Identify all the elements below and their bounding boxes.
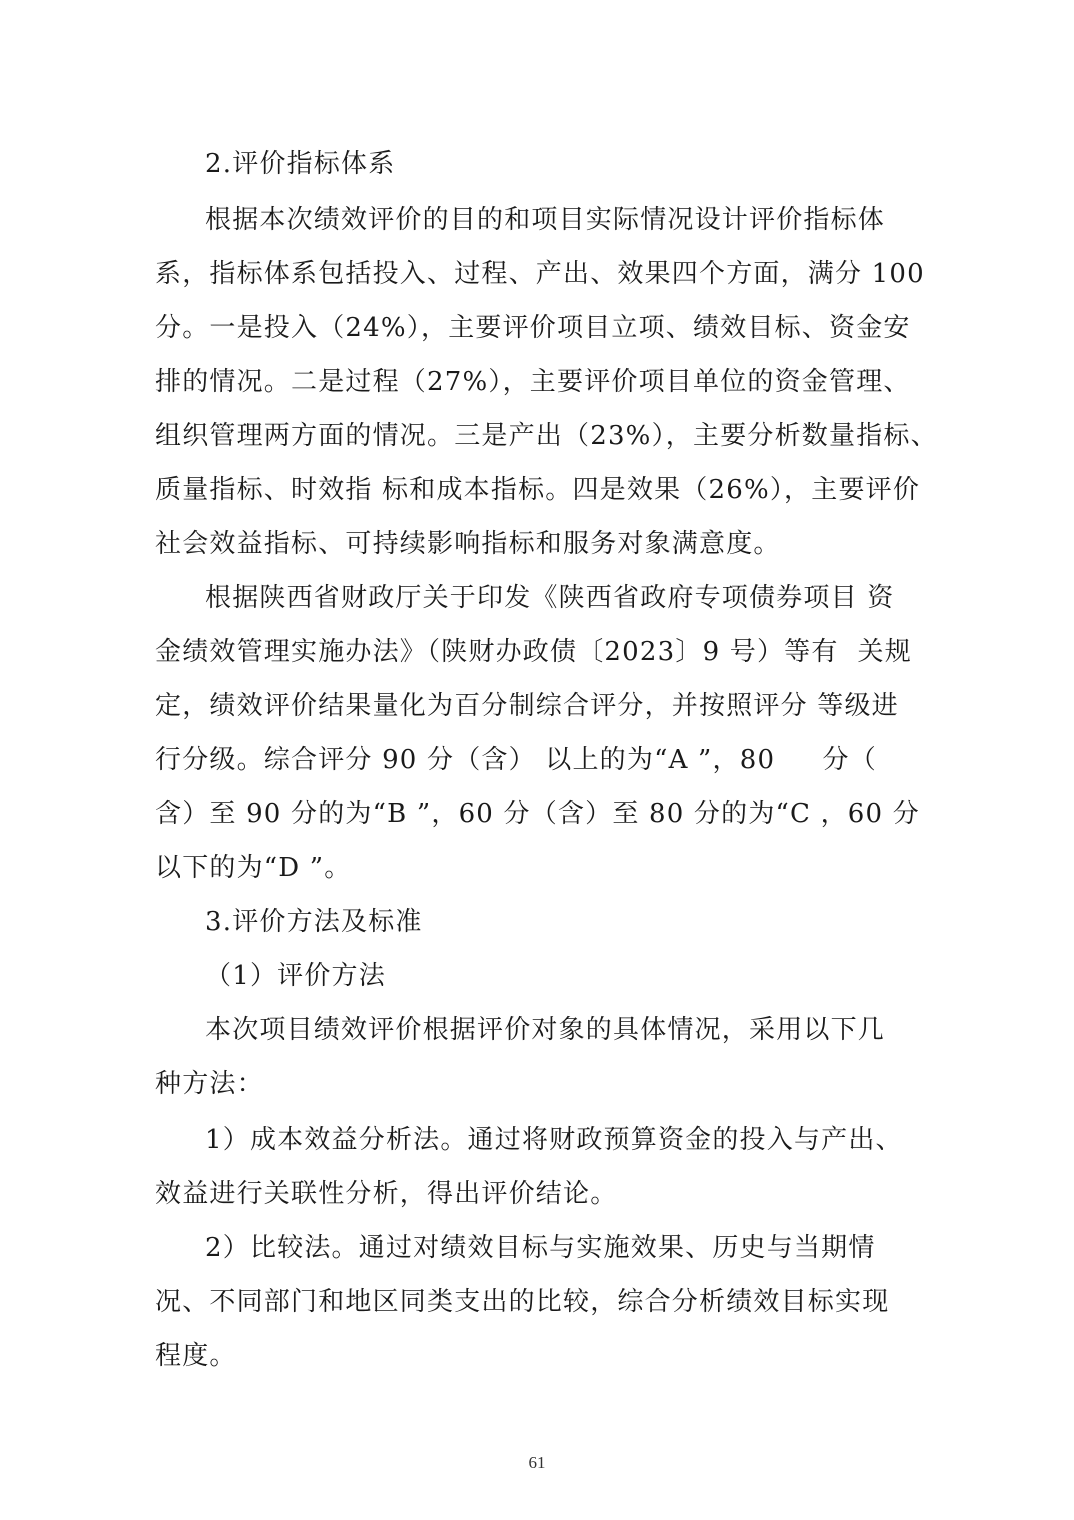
paragraph-line: 以下的为“D ”。 bbox=[155, 853, 352, 883]
section-heading: 3.评价方法及标准 bbox=[205, 907, 423, 937]
paragraph-line: 种方法： bbox=[155, 1069, 264, 1099]
paragraph-line: 排的情况。二是过程（27%），主要评价项目单位的资金管理、 bbox=[155, 367, 911, 397]
paragraph-line: 社会效益指标、可持续影响指标和服务对象满意度。 bbox=[155, 529, 781, 559]
paragraph-line: 定，绩效评价结果量化为百分制综合评分，并按照评分 等级进 bbox=[155, 691, 899, 721]
paragraph-line: 本次项目绩效评价根据评价对象的具体情况，采用以下几 bbox=[205, 1015, 886, 1045]
paragraph-line: 组织管理两方面的情况。三是产出（23%），主要分析数量指标、 bbox=[155, 421, 938, 451]
paragraph-line: 分。一是投入（24%），主要评价项目立项、绩效目标、资金安 bbox=[155, 313, 911, 343]
paragraph-line: 根据本次绩效评价的目的和项目实际情况设计评价指标体 bbox=[205, 205, 886, 235]
paragraph-line: 根据陕西省财政厅关于印发《陕西省政府专项债券项目 资 bbox=[205, 583, 895, 613]
paragraph-line: 况、不同部门和地区同类支出的比较，综合分析绩效目标实现 bbox=[155, 1287, 890, 1317]
paragraph-line: 金绩效管理实施办法》（陕财办政债〔2023〕9 号）等有 关规 bbox=[155, 637, 912, 667]
paragraph-line: 程度。 bbox=[155, 1341, 237, 1371]
subsection-heading: （1）评价方法 bbox=[205, 961, 386, 991]
page-number: 61 bbox=[528, 1453, 546, 1472]
paragraph-line: 含）至 90 分的为“B ”，60 分（含）至 80 分的为“C ，60 分 bbox=[155, 799, 920, 829]
section-heading: 2.评价指标体系 bbox=[205, 149, 396, 179]
paragraph-line: 1）成本效益分析法。通过将财政预算资金的投入与产出、 bbox=[205, 1125, 903, 1155]
paragraph-line: 系，指标体系包括投入、过程、产出、效果四个方面，满分 100 bbox=[155, 259, 925, 289]
paragraph-line: 2）比较法。通过对绩效目标与实施效果、历史与当期情 bbox=[205, 1233, 876, 1263]
paragraph-line: 效益进行关联性分析，得出评价结论。 bbox=[155, 1179, 618, 1209]
paragraph-line: 质量指标、时效指 标和成本指标。四是效果（26%），主要评价 bbox=[155, 475, 921, 505]
paragraph-line: 行分级。综合评分 90 分（含） 以上的为“A ”，80 分（ bbox=[155, 745, 877, 775]
